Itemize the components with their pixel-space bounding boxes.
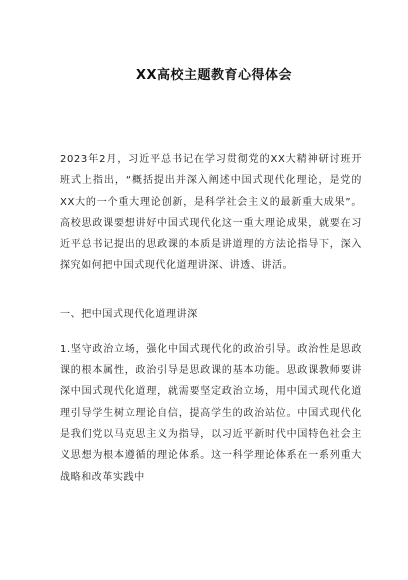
- document-title: XX高校主题教育心得体会: [135, 68, 293, 83]
- intro-paragraph: 2023年2月，习近平总书记在学习贯彻党的XX大精神研讨班开班式上指出，“概括提出并深入阐述中国式现代化理论，是党的XX大的一个重大理论创新，是科学社会主义的最新重大成果”。高校思政课要想讲好中国式现代化这一重大理论成果，就要在习近平总书记提出的思政课的本质是讲道理的方法论指导下，深入探究如何把中国式现代化道理讲深、讲透、讲活。: [60, 154, 362, 272]
- body-paragraph: 1.坚守政治立场，强化中国式现代化的政治引导。政治性是思政课的根本属性，政治引导是思政课的基本功能。思政课教师要讲深中国式现代化道理，就需要坚定政治立场，用中国式现代化道理引导学生树立理论自信，提高学生的政治站位。中国式现代化是我们党以马克思主义为指导，以习近平新时代中国特色社会主义思想为根本遵循的理论体系。这一科学理论体系在一系列重大战略和改革实践中: [60, 343, 362, 483]
- section-heading: 一、把中国式现代化道理讲深: [60, 308, 198, 320]
